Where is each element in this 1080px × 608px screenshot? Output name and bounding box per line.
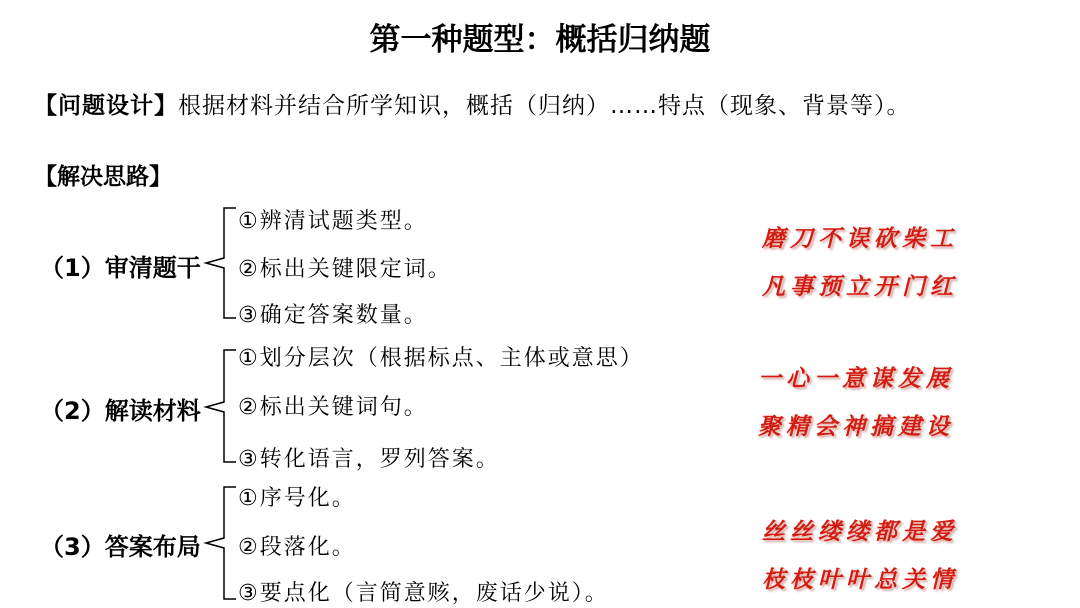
step-2-item-3: ③转化语言，罗列答案。 <box>238 447 500 472</box>
slogan-2-line-1: 一心一意谋发展 <box>758 365 954 392</box>
page-title: 第一种题型：概括归纳题 <box>369 22 711 58</box>
slogan-3-line-1: 丝丝缕缕都是爱 <box>762 518 958 545</box>
slogan-3-line-2: 枝枝叶叶总关情 <box>762 566 958 593</box>
step-3-item-3: ③要点化（言简意赅，废话少说）。 <box>238 581 609 606</box>
question-design-tag: 【问题设计】 <box>34 93 178 119</box>
bracket-group-2 <box>206 350 236 462</box>
step-2-item-2: ②标出关键词句。 <box>238 395 428 420</box>
bracket-group-3 <box>206 487 236 599</box>
bracket-group-1 <box>206 208 236 318</box>
step-3-item-2: ②段落化。 <box>238 535 356 560</box>
step-1-item-1: ①辨清试题类型。 <box>238 209 428 234</box>
step-1-item-2: ②标出关键限定词。 <box>238 257 452 282</box>
approach-heading: 【解决思路】 <box>34 164 172 190</box>
step-1-item-3: ③确定答案数量。 <box>238 303 428 328</box>
slogan-1-line-1: 磨刀不误砍柴工 <box>762 225 958 252</box>
question-design-text: 根据材料并结合所学知识，概括（归纳）……特点（现象、背景等）。 <box>178 93 911 119</box>
step-2-label: （2）解读材料 <box>40 397 201 425</box>
step-1-label: （1）审清题干 <box>40 254 201 282</box>
step-3-item-1: ①序号化。 <box>238 486 356 511</box>
slogan-1-line-2: 凡事预立开门红 <box>762 273 958 300</box>
step-3-label: （3）答案布局 <box>40 533 201 561</box>
slogan-2-line-2: 聚精会神搞建设 <box>758 413 954 440</box>
step-2-item-1: ①划分层次（根据标点、主体或意思） <box>238 346 644 371</box>
